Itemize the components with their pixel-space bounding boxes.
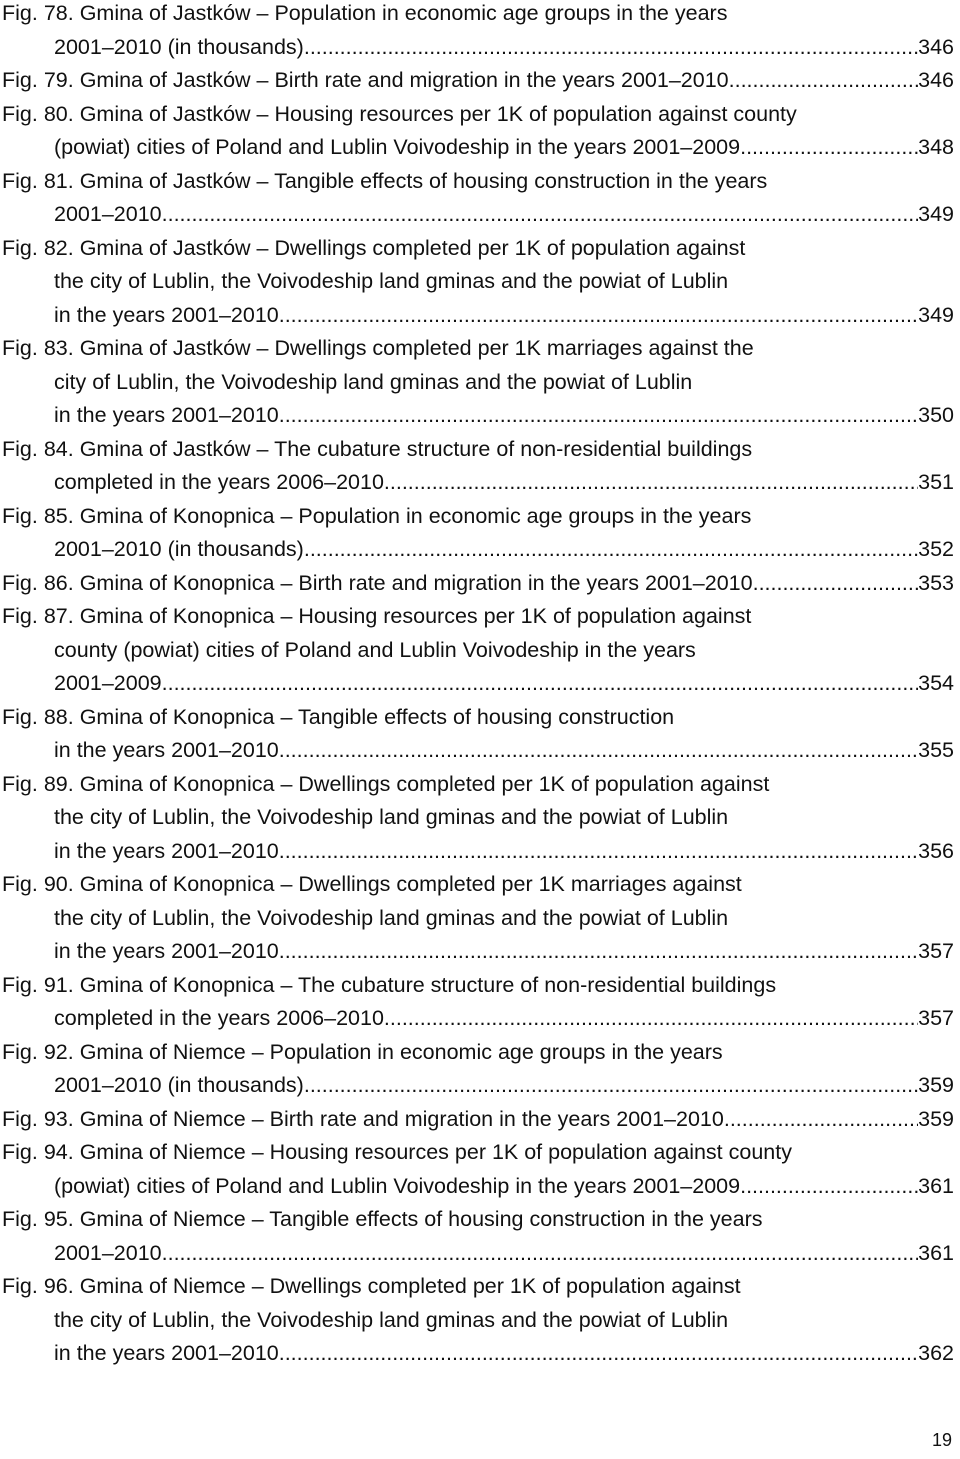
toc-entry-line-first: [2, 701, 954, 735]
dot-leader: [279, 935, 918, 969]
toc-page-ref[interactable]: 354: [918, 671, 954, 695]
toc-entry-line-continued: [54, 198, 954, 232]
figure-number: Fig. 88.: [2, 704, 74, 729]
toc-page-ref[interactable]: 346: [918, 34, 954, 59]
figure-number: Fig. 91.: [2, 972, 74, 997]
figure-title-text: 2001–2009: [54, 671, 162, 695]
dot-leader: [753, 567, 919, 601]
toc-entry-line-continued: [54, 801, 954, 835]
dot-leader: [724, 1103, 918, 1137]
toc-page-ref[interactable]: 346: [918, 68, 954, 92]
toc-entry-line-first: [2, 567, 954, 601]
figure-title-text: Gmina of Niemce – Birth rate and migration in the years 2001–2010: [79, 1106, 724, 1131]
toc-entry-line-continued: [54, 667, 954, 701]
figure-title-text: Gmina of Konopnica – Housing resources per 1K of population against: [79, 604, 752, 628]
figure-title-text: in the years 2001–2010: [54, 838, 279, 863]
figure-title-text: county (powiat) cities of Poland and Lublin Voivodeship in the years: [54, 637, 696, 662]
dot-leader: [162, 1237, 919, 1271]
figure-title-text: 2001–2010: [54, 1240, 162, 1265]
toc-page-ref[interactable]: 355: [918, 738, 954, 762]
figure-title-text: in the years 2001–2010: [54, 738, 279, 762]
toc-page-ref[interactable]: 361: [918, 1240, 954, 1265]
toc-entry-line-continued: [54, 31, 954, 65]
figure-title-text: Gmina of Niemce – Tangible effects of housing construction in the years: [79, 1207, 763, 1231]
figure-title-text: Gmina of Konopnica – Population in economic age groups in the years: [79, 503, 752, 528]
figure-title-text: in the years 2001–2010: [54, 939, 279, 963]
toc-entry-line-first: [2, 868, 954, 902]
toc-entry-line-continued: [54, 533, 954, 567]
figure-number: Fig. 78.: [2, 1, 74, 25]
toc-entry-line-first: [2, 1103, 954, 1137]
figure-title-text: 2001–2010 (in thousands): [54, 34, 304, 59]
toc-page-ref[interactable]: 348: [918, 135, 954, 159]
toc-entry-line-first: [2, 1136, 954, 1170]
figure-title-text: Gmina of Jastków – The cubature structure of non-residential buildings: [79, 436, 753, 461]
figure-title-text: Gmina of Jastków – Tangible effects of housing construction in the years: [79, 168, 768, 193]
toc-entry-line-first: [2, 600, 954, 634]
figure-title-text: 2001–2010 (in thousands): [54, 537, 304, 561]
figure-title-text: Gmina of Konopnica – Birth rate and migration in the years 2001–2010: [79, 570, 753, 595]
toc-entry-line-continued: [54, 734, 954, 768]
figure-number: Fig. 81.: [2, 168, 74, 193]
figure-title-text: completed in the years 2006–2010: [54, 1006, 384, 1030]
toc-entry-line-continued: [54, 1237, 954, 1271]
toc-entry-line-first: [2, 232, 954, 266]
toc-page-ref[interactable]: 349: [918, 302, 954, 327]
figure-number: Fig. 82.: [2, 235, 74, 260]
figure-title-text: in the years 2001–2010: [54, 302, 279, 327]
page-number: 19: [931, 1430, 952, 1450]
figure-title-text: in the years 2001–2010: [54, 403, 279, 427]
figure-title-text: 2001–2010 (in thousands): [54, 1073, 304, 1097]
toc-page-ref[interactable]: 357: [918, 939, 954, 963]
figure-title-text: Gmina of Niemce – Housing resources per 1K of population against county: [79, 1140, 792, 1164]
toc-page-ref[interactable]: 362: [918, 1341, 954, 1365]
dot-leader: [279, 399, 918, 433]
figure-number: Fig. 80.: [2, 101, 74, 126]
figure-title-text: the city of Lublin, the Voivodeship land gminas and the powiat of Lublin: [54, 905, 729, 930]
toc-page-ref[interactable]: 357: [918, 1006, 954, 1030]
toc-entry-line-continued: [54, 1002, 954, 1036]
toc-entry-line-continued: [54, 299, 954, 333]
figure-title-text: Gmina of Jastków – Housing resources per 1K of population against county: [79, 101, 797, 126]
figure-number: Fig. 87.: [2, 604, 74, 628]
toc-page-ref[interactable]: 361: [918, 1173, 954, 1198]
toc-entry-line-first: [2, 768, 954, 802]
toc-entry-line-continued: [54, 835, 954, 869]
figure-number: Fig. 83.: [2, 336, 74, 360]
toc-page-ref[interactable]: 359: [918, 1073, 954, 1097]
figure-title-text: in the years 2001–2010: [54, 1341, 279, 1365]
toc-entry-line-first: [2, 433, 954, 467]
figure-title-text: 2001–2010: [54, 202, 162, 226]
dot-leader: [162, 198, 919, 232]
figure-number: Fig. 94.: [2, 1140, 74, 1164]
toc-page-ref[interactable]: 352: [918, 537, 954, 561]
figure-title-text: Gmina of Konopnica – Dwellings completed per 1K of population against: [79, 771, 770, 796]
dot-leader: [740, 1170, 918, 1204]
figure-title-text: Gmina of Jastków – Dwellings completed per 1K marriages against the: [79, 336, 754, 360]
toc-entry-line-first: [2, 1036, 954, 1070]
dot-leader: [279, 835, 918, 869]
toc-page-ref[interactable]: 350: [918, 403, 954, 427]
toc-entry-line-continued: [54, 466, 954, 500]
toc-entry-line-continued: [54, 265, 954, 299]
figure-number: Fig. 89.: [2, 771, 74, 796]
toc-entry-line-continued: [54, 935, 954, 969]
dot-leader: [304, 533, 918, 567]
toc-page-ref[interactable]: 359: [918, 1106, 954, 1131]
figure-number: Fig. 84.: [2, 436, 74, 461]
figure-title-text: Gmina of Jastków – Birth rate and migration in the years 2001–2010: [79, 68, 729, 92]
dot-leader: [279, 734, 918, 768]
dot-leader: [740, 131, 918, 165]
toc-entry-line-continued: [54, 399, 954, 433]
figure-title-text: Gmina of Niemce – Dwellings completed per 1K of population against: [79, 1274, 741, 1298]
toc-page-ref[interactable]: 353: [918, 570, 954, 595]
figure-title-text: city of Lublin, the Voivodeship land gminas and the powiat of Lublin: [54, 369, 693, 394]
figure-number: Fig. 93.: [2, 1106, 74, 1131]
dot-leader: [384, 466, 918, 500]
figure-number: Fig. 86.: [2, 570, 74, 595]
toc-entry-line-first: [2, 0, 954, 31]
figure-title-text: (powiat) cities of Poland and Lublin Voivodeship in the years 2001–2009: [54, 135, 741, 159]
dot-leader: [279, 1337, 918, 1371]
figure-number: Fig. 79.: [2, 68, 74, 92]
figure-title-text: (powiat) cities of Poland and Lublin Voivodeship in the years 2001–2009: [54, 1173, 741, 1198]
figure-number: Fig. 90.: [2, 872, 74, 896]
toc-entry-line-continued: [54, 366, 954, 400]
toc-entry-line-continued: [54, 1337, 954, 1371]
toc-entry-line-first: [2, 500, 954, 534]
toc-page-ref[interactable]: 351: [918, 470, 954, 494]
dot-leader: [162, 667, 919, 701]
figure-title-text: Gmina of Konopnica – Dwellings completed per 1K marriages against: [79, 872, 742, 896]
dot-leader: [384, 1002, 918, 1036]
toc-entry-line-first: [2, 1270, 954, 1304]
figure-number: Fig. 96.: [2, 1274, 74, 1298]
figure-title-text: the city of Lublin, the Voivodeship land gminas and the powiat of Lublin: [54, 269, 729, 293]
figure-title-text: the city of Lublin, the Voivodeship land gminas and the powiat of Lublin: [54, 1307, 729, 1332]
toc-entry-line-continued: [54, 1170, 954, 1204]
dot-leader: [304, 31, 918, 65]
toc-entry-line-first: [2, 98, 954, 132]
figure-title-text: Gmina of Niemce – Population in economic age groups in the years: [79, 1039, 723, 1064]
figure-number: Fig. 92.: [2, 1039, 74, 1064]
toc-entry-line-continued: [54, 902, 954, 936]
figure-title-text: Gmina of Konopnica – Tangible effects of housing construction: [79, 704, 675, 729]
figure-title-text: Gmina of Jastków – Dwellings completed per 1K of population against: [79, 235, 746, 260]
toc-entry-line-first: [2, 332, 954, 366]
toc-entry-line-first: [2, 64, 954, 98]
figure-title-text: the city of Lublin, the Voivodeship land gminas and the powiat of Lublin: [54, 805, 729, 829]
toc-page-ref[interactable]: 349: [918, 202, 954, 226]
toc-entry-line-continued: [54, 1304, 954, 1338]
dot-leader: [729, 64, 918, 98]
toc-entry-line-first: [2, 1203, 954, 1237]
dot-leader: [279, 299, 918, 333]
toc-entry-line-continued: [54, 131, 954, 165]
figure-number: Fig. 95.: [2, 1207, 74, 1231]
toc-entry-line-first: [2, 165, 954, 199]
toc-page-ref[interactable]: 356: [918, 838, 954, 863]
figure-title-text: Gmina of Jastków – Population in economic age groups in the years: [79, 1, 728, 25]
figure-title-text: Gmina of Konopnica – The cubature structure of non-residential buildings: [79, 972, 777, 997]
dot-leader: [304, 1069, 918, 1103]
toc-entry-line-first: [2, 969, 954, 1003]
figure-number: Fig. 85.: [2, 503, 74, 528]
toc-entry-line-continued: [54, 634, 954, 668]
toc-entry-line-continued: [54, 1069, 954, 1103]
figure-title-text: completed in the years 2006–2010: [54, 470, 384, 494]
